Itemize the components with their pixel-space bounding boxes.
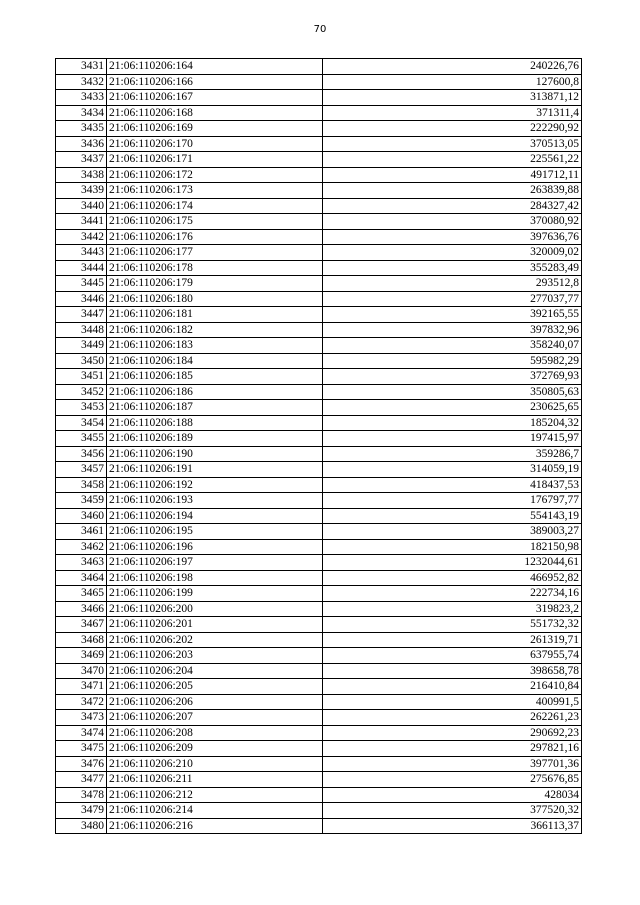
cadastral-value: 216410,84 bbox=[323, 679, 582, 695]
cadastral-value: 397701,36 bbox=[323, 756, 582, 772]
cadastral-value: 400991,5 bbox=[323, 694, 582, 710]
table-row bbox=[56, 198, 582, 214]
row-number: 3439 bbox=[56, 183, 107, 199]
table-row bbox=[56, 260, 582, 276]
row-number: 3475 bbox=[56, 741, 107, 757]
table-row bbox=[56, 214, 582, 230]
row-number: 3462 bbox=[56, 539, 107, 555]
cadastral-value: 377520,32 bbox=[323, 803, 582, 819]
cadastral-number: 21:06:110206:190 bbox=[107, 446, 323, 462]
table-row bbox=[56, 725, 582, 741]
cadastral-number: 21:06:110206:198 bbox=[107, 570, 323, 586]
cadastral-number: 21:06:110206:174 bbox=[107, 198, 323, 214]
table-row bbox=[56, 90, 582, 106]
row-number: 3470 bbox=[56, 663, 107, 679]
cadastral-number: 21:06:110206:172 bbox=[107, 167, 323, 183]
row-number: 3463 bbox=[56, 555, 107, 571]
cadastral-number: 21:06:110206:195 bbox=[107, 524, 323, 540]
table-row bbox=[56, 617, 582, 633]
cadastral-value: 392165,55 bbox=[323, 307, 582, 323]
row-number: 3480 bbox=[56, 818, 107, 834]
row-number: 3461 bbox=[56, 524, 107, 540]
cadastral-number: 21:06:110206:194 bbox=[107, 508, 323, 524]
row-number: 3465 bbox=[56, 586, 107, 602]
cadastral-number: 21:06:110206:189 bbox=[107, 431, 323, 447]
row-number: 3435 bbox=[56, 121, 107, 137]
row-number: 3469 bbox=[56, 648, 107, 664]
row-number: 3433 bbox=[56, 90, 107, 106]
row-number: 3432 bbox=[56, 74, 107, 90]
row-number: 3446 bbox=[56, 291, 107, 307]
cadastral-number: 21:06:110206:207 bbox=[107, 710, 323, 726]
table-row bbox=[56, 369, 582, 385]
cadastral-number: 21:06:110206:192 bbox=[107, 477, 323, 493]
cadastral-value: 398658,78 bbox=[323, 663, 582, 679]
table-row bbox=[56, 59, 582, 75]
table-row bbox=[56, 353, 582, 369]
row-number: 3459 bbox=[56, 493, 107, 509]
cadastral-number: 21:06:110206:169 bbox=[107, 121, 323, 137]
cadastral-number: 21:06:110206:176 bbox=[107, 229, 323, 245]
cadastral-value: 466952,82 bbox=[323, 570, 582, 586]
table-row bbox=[56, 400, 582, 416]
cadastral-number: 21:06:110206:178 bbox=[107, 260, 323, 276]
cadastral-number: 21:06:110206:164 bbox=[107, 59, 323, 75]
row-number: 3452 bbox=[56, 384, 107, 400]
table-row bbox=[56, 694, 582, 710]
cadastral-number: 21:06:110206:203 bbox=[107, 648, 323, 664]
cadastral-number: 21:06:110206:185 bbox=[107, 369, 323, 385]
cadastral-value: 240226,76 bbox=[323, 59, 582, 75]
row-number: 3431 bbox=[56, 59, 107, 75]
table-row bbox=[56, 601, 582, 617]
cadastral-value: 551732,32 bbox=[323, 617, 582, 633]
cadastral-value: 290692,23 bbox=[323, 725, 582, 741]
cadastral-value: 371311,4 bbox=[323, 105, 582, 121]
cadastral-number: 21:06:110206:181 bbox=[107, 307, 323, 323]
cadastral-value: 225561,22 bbox=[323, 152, 582, 168]
cadastral-number: 21:06:110206:171 bbox=[107, 152, 323, 168]
row-number: 3453 bbox=[56, 400, 107, 416]
row-number: 3434 bbox=[56, 105, 107, 121]
cadastral-value: 595982,29 bbox=[323, 353, 582, 369]
cadastral-number: 21:06:110206:208 bbox=[107, 725, 323, 741]
cadastral-value: 370513,05 bbox=[323, 136, 582, 152]
row-number: 3447 bbox=[56, 307, 107, 323]
cadastral-value: 366113,37 bbox=[323, 818, 582, 834]
table-row bbox=[56, 586, 582, 602]
cadastral-value: 185204,32 bbox=[323, 415, 582, 431]
row-number: 3451 bbox=[56, 369, 107, 385]
cadastral-value: 297821,16 bbox=[323, 741, 582, 757]
table-row bbox=[56, 384, 582, 400]
cadastral-number: 21:06:110206:188 bbox=[107, 415, 323, 431]
cadastral-number: 21:06:110206:186 bbox=[107, 384, 323, 400]
cadastral-number: 21:06:110206:182 bbox=[107, 322, 323, 338]
cadastral-number: 21:06:110206:202 bbox=[107, 632, 323, 648]
table-row bbox=[56, 756, 582, 772]
cadastral-number: 21:06:110206:167 bbox=[107, 90, 323, 106]
row-number: 3466 bbox=[56, 601, 107, 617]
cadastral-number: 21:06:110206:173 bbox=[107, 183, 323, 199]
page-number: 70 bbox=[313, 24, 327, 35]
cadastral-number: 21:06:110206:177 bbox=[107, 245, 323, 261]
cadastral-value: 637955,74 bbox=[323, 648, 582, 664]
cadastral-number: 21:06:110206:193 bbox=[107, 493, 323, 509]
cadastral-number: 21:06:110206:212 bbox=[107, 787, 323, 803]
table-row bbox=[56, 741, 582, 757]
cadastral-value: 389003,27 bbox=[323, 524, 582, 540]
cadastral-value: 222290,92 bbox=[323, 121, 582, 137]
cadastral-number: 21:06:110206:214 bbox=[107, 803, 323, 819]
cadastral-value: 428034 bbox=[323, 787, 582, 803]
cadastral-number: 21:06:110206:166 bbox=[107, 74, 323, 90]
row-number: 3438 bbox=[56, 167, 107, 183]
cadastral-value: 359286,7 bbox=[323, 446, 582, 462]
cadastral-value: 222734,16 bbox=[323, 586, 582, 602]
cadastral-value: 370080,92 bbox=[323, 214, 582, 230]
table-row bbox=[56, 648, 582, 664]
row-number: 3440 bbox=[56, 198, 107, 214]
row-number: 3437 bbox=[56, 152, 107, 168]
cadastral-number: 21:06:110206:204 bbox=[107, 663, 323, 679]
cadastral-number: 21:06:110206:205 bbox=[107, 679, 323, 695]
cadastral-number: 21:06:110206:206 bbox=[107, 694, 323, 710]
table-row bbox=[56, 462, 582, 478]
cadastral-number: 21:06:110206:197 bbox=[107, 555, 323, 571]
cadastral-number: 21:06:110206:175 bbox=[107, 214, 323, 230]
cadastral-value: 262261,23 bbox=[323, 710, 582, 726]
row-number: 3464 bbox=[56, 570, 107, 586]
row-number: 3476 bbox=[56, 756, 107, 772]
row-number: 3442 bbox=[56, 229, 107, 245]
table-body bbox=[56, 59, 582, 834]
cadastral-number: 21:06:110206:191 bbox=[107, 462, 323, 478]
cadastral-value: 197415,97 bbox=[323, 431, 582, 447]
row-number: 3478 bbox=[56, 787, 107, 803]
table-row bbox=[56, 772, 582, 788]
cadastral-value-table bbox=[55, 58, 582, 834]
cadastral-value: 418437,53 bbox=[323, 477, 582, 493]
cadastral-number: 21:06:110206:184 bbox=[107, 353, 323, 369]
row-number: 3460 bbox=[56, 508, 107, 524]
row-number: 3443 bbox=[56, 245, 107, 261]
row-number: 3457 bbox=[56, 462, 107, 478]
table-row bbox=[56, 74, 582, 90]
row-number: 3454 bbox=[56, 415, 107, 431]
row-number: 3479 bbox=[56, 803, 107, 819]
row-number: 3455 bbox=[56, 431, 107, 447]
table-row bbox=[56, 663, 582, 679]
cadastral-value: 397832,96 bbox=[323, 322, 582, 338]
row-number: 3471 bbox=[56, 679, 107, 695]
cadastral-value: 319823,2 bbox=[323, 601, 582, 617]
table-row bbox=[56, 524, 582, 540]
cadastral-value: 230625,65 bbox=[323, 400, 582, 416]
cadastral-number: 21:06:110206:201 bbox=[107, 617, 323, 633]
table-row bbox=[56, 338, 582, 354]
table-row bbox=[56, 167, 582, 183]
cadastral-value: 397636,76 bbox=[323, 229, 582, 245]
cadastral-value: 358240,07 bbox=[323, 338, 582, 354]
table-row bbox=[56, 183, 582, 199]
table-row bbox=[56, 710, 582, 726]
cadastral-number: 21:06:110206:179 bbox=[107, 276, 323, 292]
cadastral-value: 491712,11 bbox=[323, 167, 582, 183]
cadastral-number: 21:06:110206:199 bbox=[107, 586, 323, 602]
row-number: 3458 bbox=[56, 477, 107, 493]
table-row bbox=[56, 307, 582, 323]
cadastral-number: 21:06:110206:168 bbox=[107, 105, 323, 121]
cadastral-value: 182150,98 bbox=[323, 539, 582, 555]
row-number: 3449 bbox=[56, 338, 107, 354]
table-row bbox=[56, 431, 582, 447]
row-number: 3444 bbox=[56, 260, 107, 276]
row-number: 3445 bbox=[56, 276, 107, 292]
row-number: 3441 bbox=[56, 214, 107, 230]
table-row bbox=[56, 803, 582, 819]
cadastral-number: 21:06:110206:210 bbox=[107, 756, 323, 772]
cadastral-value: 284327,42 bbox=[323, 198, 582, 214]
cadastral-number: 21:06:110206:196 bbox=[107, 539, 323, 555]
table-row bbox=[56, 229, 582, 245]
cadastral-value: 355283,49 bbox=[323, 260, 582, 276]
row-number: 3467 bbox=[56, 617, 107, 633]
cadastral-value: 372769,93 bbox=[323, 369, 582, 385]
cadastral-value: 320009,02 bbox=[323, 245, 582, 261]
table-row bbox=[56, 322, 582, 338]
cadastral-value: 176797,77 bbox=[323, 493, 582, 509]
cadastral-value: 1232044,61 bbox=[323, 555, 582, 571]
table-row bbox=[56, 570, 582, 586]
table-row bbox=[56, 787, 582, 803]
row-number: 3450 bbox=[56, 353, 107, 369]
cadastral-number: 21:06:110206:216 bbox=[107, 818, 323, 834]
table-row bbox=[56, 105, 582, 121]
row-number: 3472 bbox=[56, 694, 107, 710]
table-row bbox=[56, 291, 582, 307]
table-row bbox=[56, 493, 582, 509]
table-row bbox=[56, 632, 582, 648]
cadastral-value: 263839,88 bbox=[323, 183, 582, 199]
cadastral-value: 313871,12 bbox=[323, 90, 582, 106]
table-row bbox=[56, 276, 582, 292]
cadastral-value: 275676,85 bbox=[323, 772, 582, 788]
table-row bbox=[56, 818, 582, 834]
cadastral-value: 277037,77 bbox=[323, 291, 582, 307]
cadastral-number: 21:06:110206:200 bbox=[107, 601, 323, 617]
cadastral-number: 21:06:110206:183 bbox=[107, 338, 323, 354]
cadastral-value: 554143,19 bbox=[323, 508, 582, 524]
row-number: 3477 bbox=[56, 772, 107, 788]
table-row bbox=[56, 555, 582, 571]
cadastral-value: 350805,63 bbox=[323, 384, 582, 400]
table-row bbox=[56, 121, 582, 137]
cadastral-value: 314059,19 bbox=[323, 462, 582, 478]
row-number: 3436 bbox=[56, 136, 107, 152]
row-number: 3474 bbox=[56, 725, 107, 741]
row-number: 3473 bbox=[56, 710, 107, 726]
table-row bbox=[56, 508, 582, 524]
table-row bbox=[56, 415, 582, 431]
row-number: 3456 bbox=[56, 446, 107, 462]
cadastral-value: 127600,8 bbox=[323, 74, 582, 90]
row-number: 3448 bbox=[56, 322, 107, 338]
cadastral-number: 21:06:110206:211 bbox=[107, 772, 323, 788]
table-row bbox=[56, 245, 582, 261]
cadastral-number: 21:06:110206:170 bbox=[107, 136, 323, 152]
table-row bbox=[56, 136, 582, 152]
cadastral-number: 21:06:110206:180 bbox=[107, 291, 323, 307]
cadastral-number: 21:06:110206:209 bbox=[107, 741, 323, 757]
table-row bbox=[56, 446, 582, 462]
cadastral-number: 21:06:110206:187 bbox=[107, 400, 323, 416]
table-row bbox=[56, 539, 582, 555]
table-row bbox=[56, 679, 582, 695]
table-row bbox=[56, 477, 582, 493]
table-row bbox=[56, 152, 582, 168]
cadastral-value: 293512,8 bbox=[323, 276, 582, 292]
cadastral-value: 261319,71 bbox=[323, 632, 582, 648]
row-number: 3468 bbox=[56, 632, 107, 648]
